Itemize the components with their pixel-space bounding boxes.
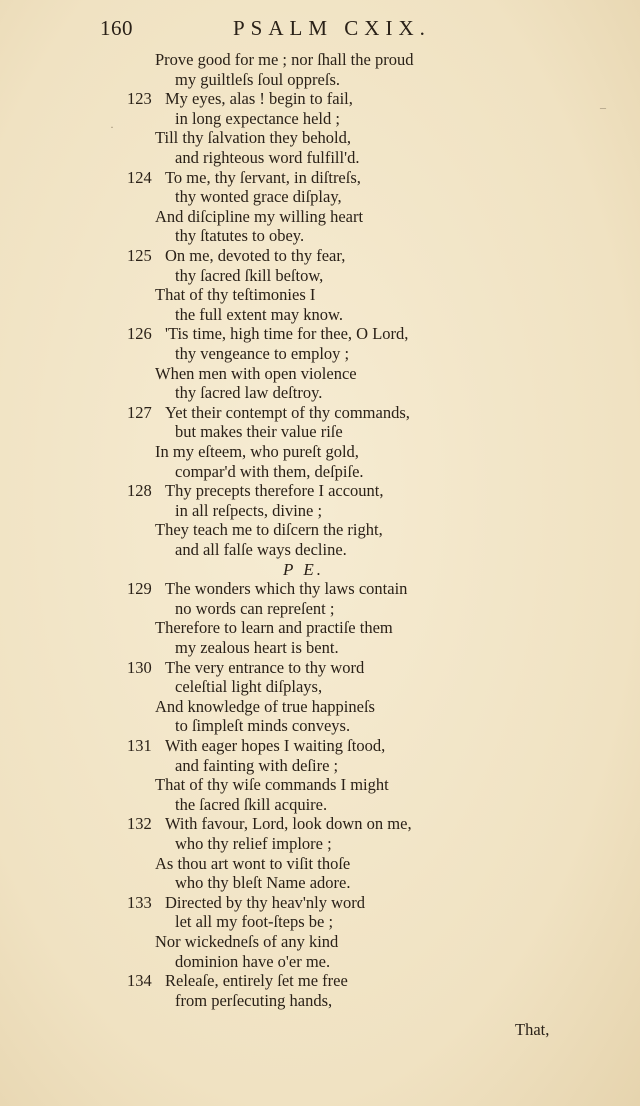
verse-line: let all my foot-ſteps be ; <box>175 912 334 932</box>
verse-line: That of thy wiſe commands I might <box>155 775 389 795</box>
verse-line: As thou art wont to viſit thoſe <box>155 853 351 873</box>
verse-line: in long expectance held ; <box>175 108 340 128</box>
verse-number: 130 <box>127 657 152 677</box>
verse-line: no words can repreſent ; <box>175 598 335 618</box>
verse-line: my guiltleſs ſoul oppreſs. <box>175 69 340 89</box>
verse-line: With eager hopes I waiting ſtood, <box>165 736 386 755</box>
running-head: PSALM CXIX. <box>233 16 431 40</box>
verse-line: who thy bleſt Name adore. <box>175 873 351 893</box>
verse-number: 131 <box>127 736 152 755</box>
verse-line: from perſecuting hands, <box>175 990 333 1010</box>
verse-line: Nor wickedneſs of any kind <box>155 932 339 951</box>
verse-line: The wonders which thy laws contain <box>165 579 408 599</box>
section-heading: P E. <box>283 559 324 579</box>
verse-line: My eyes, alas ! begin to fail, <box>165 89 353 109</box>
verse-line: my zealous heart is bent. <box>175 638 339 657</box>
verse-line: In my eſteem, who pureſt gold, <box>155 442 359 461</box>
verse-number: 125 <box>127 246 152 265</box>
verse-number: 128 <box>127 481 152 501</box>
verse-line: To me, thy ſervant, in diſtreſs, <box>165 167 361 187</box>
verse-line: the ſacred ſkill acquire. <box>175 794 328 814</box>
verse-line: When men with open violence <box>155 363 357 383</box>
verse-line: 'Tis time, high time for thee, O Lord, <box>165 324 409 344</box>
verse-number: 123 <box>127 89 152 109</box>
verse-line: Yet their contempt of thy commands, <box>165 402 410 422</box>
verse-number: 129 <box>127 579 152 599</box>
verse-line: And diſcipline my willing heart <box>155 206 364 226</box>
verse-line: thy vengeance to employ ; <box>175 344 350 363</box>
verse-line: in all reſpects, divine ; <box>175 500 323 520</box>
verse-line: compar'd with them, deſpiſe. <box>175 461 364 481</box>
verse-line: The very entrance to thy word <box>165 657 365 677</box>
catchword: That, <box>515 1020 550 1039</box>
verse-number: 134 <box>127 971 152 991</box>
verse-number: 127 <box>127 402 152 422</box>
verse-line: and fainting with deſire ; <box>175 755 339 775</box>
margin-mark: · <box>110 120 114 134</box>
verse-line: dominion have o'er me. <box>175 951 331 971</box>
verse-line: On me, devoted to thy fear, <box>165 246 346 265</box>
verse-line: That of thy teſtimonies I <box>155 285 316 305</box>
verse-line: to ſimpleſt minds conveys. <box>175 716 351 736</box>
verse-line: and all falſe ways decline. <box>175 540 347 559</box>
verse-line: Releaſe, entirely ſet me free <box>165 971 348 991</box>
verse-line: who thy relief implore ; <box>175 834 332 853</box>
verse-number: 132 <box>127 814 152 834</box>
verse-line: Prove good for me ; nor ſhall the proud <box>155 50 414 69</box>
verse-line: Directed by thy heav'nly word <box>165 892 365 912</box>
verse-line: They teach me to diſcern the right, <box>155 520 383 540</box>
verse-line: thy ſacred ſkill beſtow, <box>175 265 324 285</box>
verse-line: the full extent may know. <box>175 304 344 324</box>
verse-line: Therefore to learn and practiſe them <box>155 618 393 638</box>
page-number: 160 <box>100 16 133 40</box>
verse-number: 124 <box>127 167 152 187</box>
verse-line: thy ſtatutes to obey. <box>175 226 305 246</box>
verse-number: 133 <box>127 892 152 912</box>
verse-line: celeſtial light diſplays, <box>175 677 323 697</box>
verse-line: thy ſacred law deſtroy. <box>175 383 323 403</box>
verse-line: but makes their value riſe <box>175 422 343 442</box>
verse-line: thy wonted grace diſplay, <box>175 187 342 207</box>
verse-line: With favour, Lord, look down on me, <box>165 814 412 834</box>
verse-line: and righteous word fulfill'd. <box>175 148 360 167</box>
margin-mark: – <box>600 100 606 114</box>
verse-number: 126 <box>127 324 152 344</box>
verse-line: Thy precepts therefore I account, <box>165 481 384 501</box>
verse-line: Till thy ſalvation they behold, <box>155 128 352 148</box>
verse-line: And knowledge of true happineſs <box>155 696 375 716</box>
